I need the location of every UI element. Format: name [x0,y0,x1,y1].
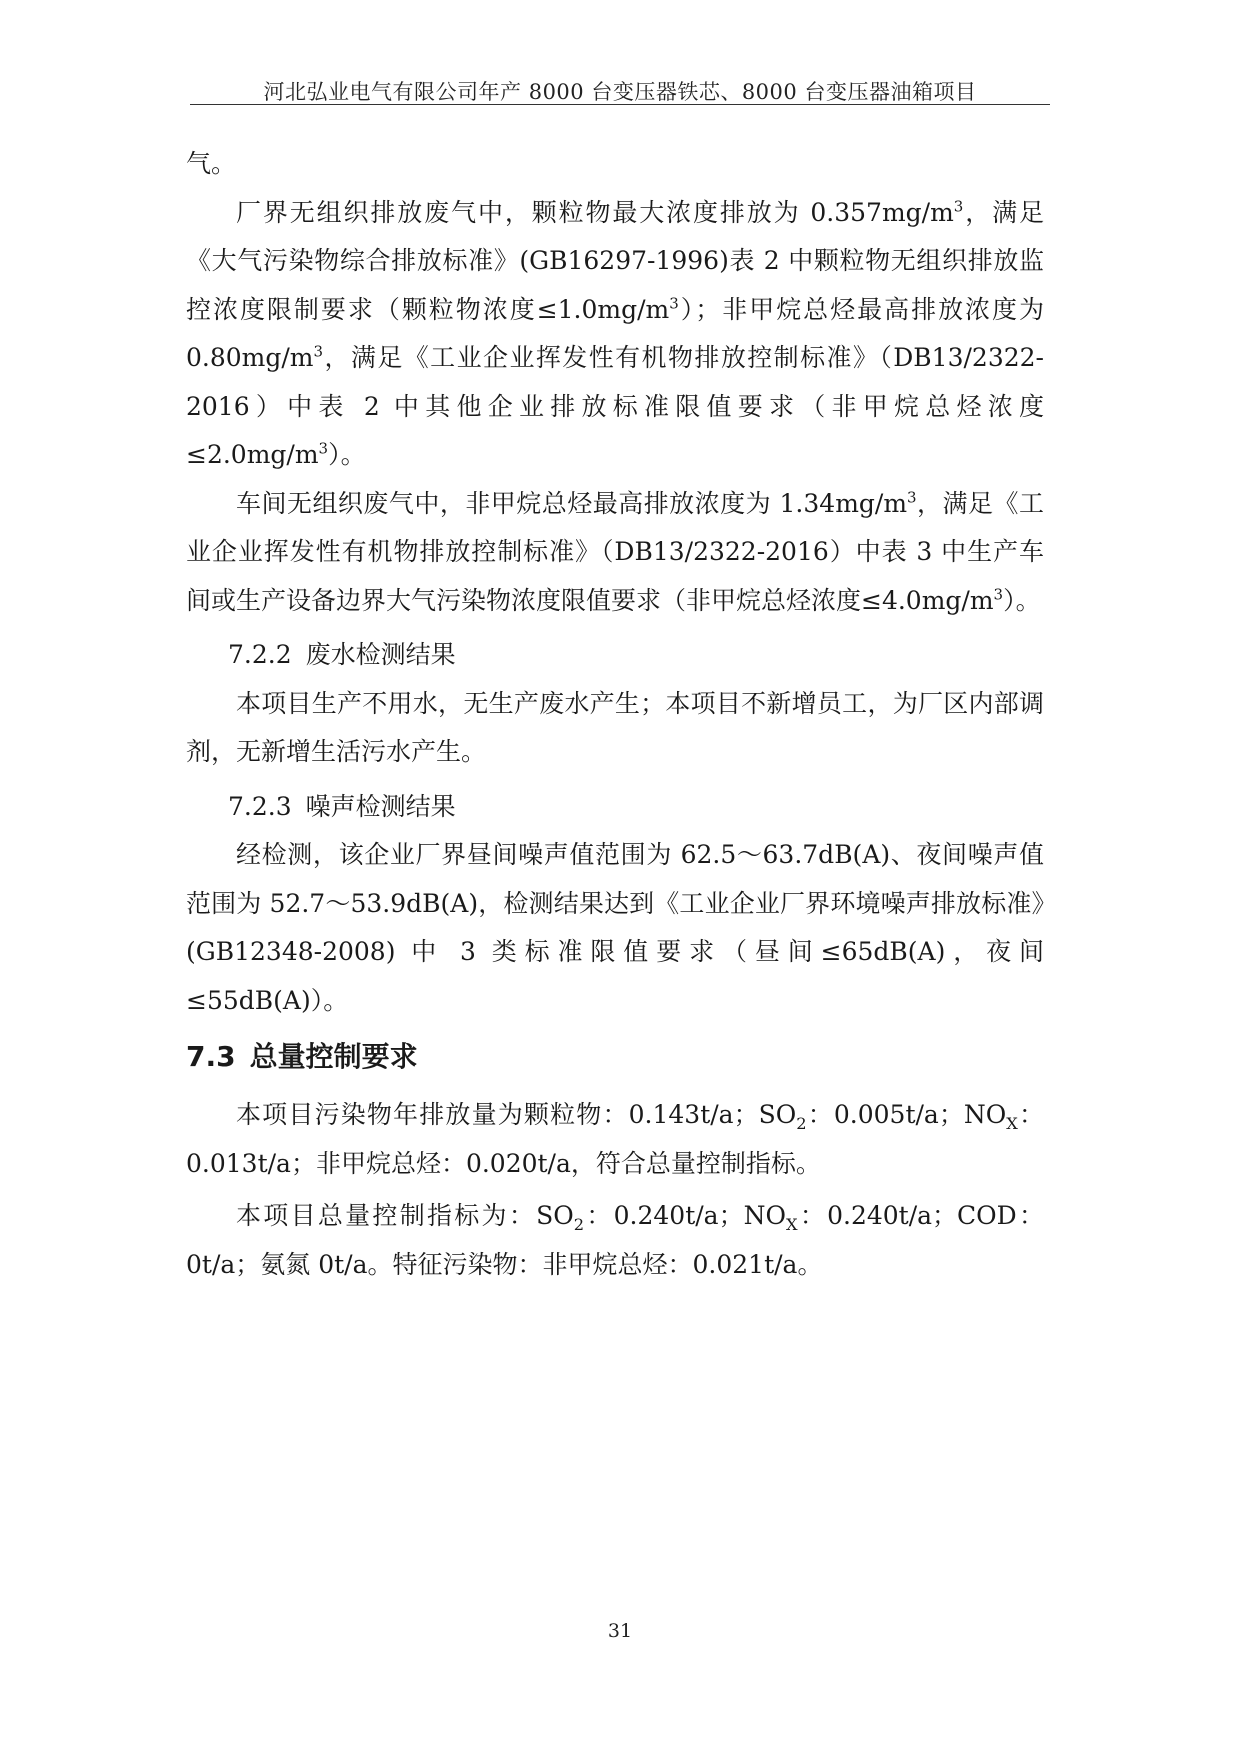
paragraph-noise: 经检测，该企业厂界昼间噪声值范围为 62.5～63.7dB(A)、夜间噪声值范围为 52.7～53.9dB(A)，检测结果达到《工业企业厂界环境噪声排放标准》(GB12348-2008) 中 3 类标准限值要求（昼间≤65dB(A)，夜间≤55dB(A)）。 [186,840,1044,1015]
subsection-heading-7-2-3: 7.2.3 噪声检测结果 [228,791,456,821]
header-rule [190,104,1050,105]
subsection-heading-7-2-2: 7.2.2 废水检测结果 [228,640,456,669]
paragraph-continuation: 气。 [186,149,237,178]
paragraph-total-control-indices: 本项目总量控制指标为：$SO_2$：0.240t/a；$NO_X$：0.240t/a；COD：0t/a；氨氮 0t/a。特征污染物：非甲烷总烃：0.021t/a。 [186,1201,1044,1279]
running-header: 河北弘业电气有限公司年产 8000 台变压器铁芯、8000 台变压器油箱项目 [263,80,977,104]
paragraph-wastewater: 本项目生产不用水，无生产废水产生；本项目不新增员工，为厂区内部调剂，无新增生活污水产生。 [186,688,1044,766]
paragraph-workshop-emissions: 车间无组织废气中，非甲烷总烃最高排放浓度为 $1.34mg/m^3$，满足《工业企业挥发性有机物排放控制标准》（DB13/2322-2016）中表 3 中生产车间或生产设备边界大气污染物浓度限值要求（非甲烷总烃浓度$\le 4.0mg/m^3$）。 [186,488,1044,615]
paragraph-annual-emissions: 本项目污染物年排放量为颗粒物：0.143t/a；$SO_2$：0.005t/a；$NO_X$：0.013t/a；非甲烷总烃：0.020t/a，符合总量控制指标。 [186,1100,1044,1178]
paragraph-boundary-emissions: 厂界无组织排放废气中，颗粒物最大浓度排放为 $0.357mg/m^3$，满足《大气污染物综合排放标准》(GB16297-1996)表 2 中颗粒物无组织排放监控浓度限制要求（颗粒物浓度$\le 1.0mg/m^3$）；非甲烷总烃最高排放浓度为 $0.80mg/m^3$，满足《工业企业挥发性有机物排放控制标准》（DB13/2322-2016）中表 2 中其他企业排放标准限值要求（非甲烷总烃浓度$\le 2.0mg/m^3$）。 [186,197,1044,469]
page-body [186,140,1044,1289]
section-heading-7-3: 7.3 总量控制要求 [186,1040,418,1073]
page-number: 31 [607,1620,633,1642]
